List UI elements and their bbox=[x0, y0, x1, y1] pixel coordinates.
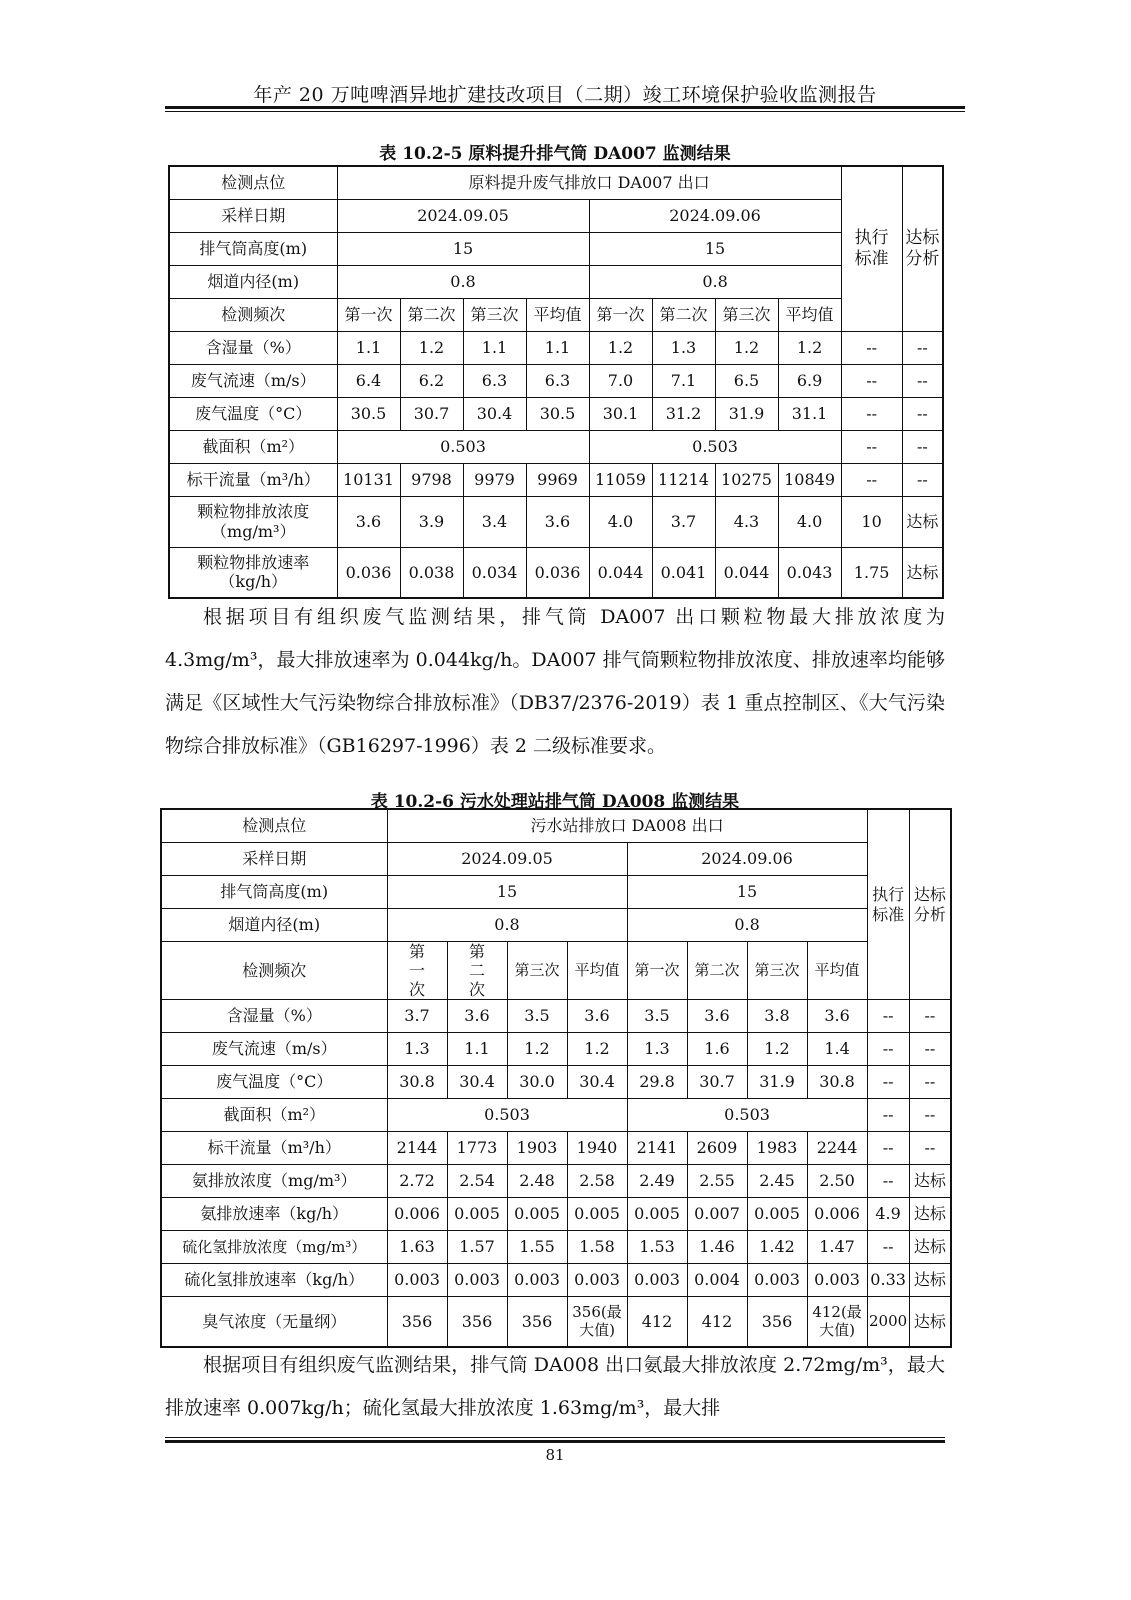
value-cell: 6.3 bbox=[463, 364, 526, 397]
value-cell: 2144 bbox=[387, 1132, 447, 1165]
value-cell: 1.3 bbox=[652, 331, 715, 364]
value-cell: 30.8 bbox=[807, 1066, 867, 1099]
value-cell: 0.003 bbox=[807, 1264, 867, 1297]
row-label: 废气温度（°C） bbox=[169, 397, 337, 430]
std-cell: -- bbox=[841, 331, 902, 364]
row-label: 标干流量（m³/h） bbox=[169, 463, 337, 496]
diameter-cell: 0.8 bbox=[627, 908, 867, 941]
value-cell: 1903 bbox=[507, 1132, 567, 1165]
point-value: 污水站排放口 DA008 出口 bbox=[387, 809, 867, 842]
value-cell: 6.2 bbox=[400, 364, 463, 397]
value-cell: 356 bbox=[447, 1297, 507, 1347]
analysis-cell: 达标 bbox=[909, 1297, 951, 1347]
std-cell: -- bbox=[841, 463, 902, 496]
value-cell: 2.54 bbox=[447, 1165, 507, 1198]
value-cell: 0.036 bbox=[337, 547, 400, 598]
table-row bbox=[161, 1000, 951, 1033]
value-cell: 2141 bbox=[627, 1132, 687, 1165]
value-cell: 0.004 bbox=[687, 1264, 747, 1297]
freq-cell: 第一次 bbox=[589, 298, 652, 331]
analysis-cell: 达标 bbox=[909, 1231, 951, 1264]
value-cell: 4.0 bbox=[778, 496, 841, 547]
value-cell: 1.3 bbox=[627, 1033, 687, 1066]
row-label: 标干流量（m³/h） bbox=[161, 1132, 387, 1165]
value-cell: 356 bbox=[387, 1297, 447, 1347]
analysis-header: 达标分析 bbox=[909, 809, 951, 1000]
analysis-cell: -- bbox=[909, 1066, 951, 1099]
value-cell: 11214 bbox=[652, 463, 715, 496]
value-cell: 2.72 bbox=[387, 1165, 447, 1198]
value-cell: 0.006 bbox=[387, 1198, 447, 1231]
analysis-cell: 达标 bbox=[902, 496, 943, 547]
row-label: 检测频次 bbox=[169, 298, 337, 331]
value-cell: 31.1 bbox=[778, 397, 841, 430]
analysis-cell: 达标 bbox=[902, 547, 943, 598]
table-row bbox=[169, 166, 943, 199]
row-label: 采样日期 bbox=[169, 199, 337, 232]
value-cell: 3.6 bbox=[567, 1000, 627, 1033]
value-cell: 1.1 bbox=[526, 331, 589, 364]
value-cell: 10131 bbox=[337, 463, 400, 496]
row-label: 废气温度（°C） bbox=[161, 1066, 387, 1099]
value-cell: 0.005 bbox=[447, 1198, 507, 1231]
value-cell: 3.4 bbox=[463, 496, 526, 547]
std-cell: 2000 bbox=[867, 1297, 909, 1347]
std-cell: -- bbox=[867, 1231, 909, 1264]
table-row bbox=[169, 463, 943, 496]
table-row bbox=[161, 941, 951, 1000]
value-cell: 0.005 bbox=[507, 1198, 567, 1231]
row-label: 含湿量（%） bbox=[169, 331, 337, 364]
value-cell: 7.1 bbox=[652, 364, 715, 397]
value-cell: 0.034 bbox=[463, 547, 526, 598]
point-value: 原料提升废气排放口 DA007 出口 bbox=[337, 166, 841, 199]
value-cell: 0.003 bbox=[627, 1264, 687, 1297]
value-cell: 30.4 bbox=[463, 397, 526, 430]
freq-cell: 第三次 bbox=[715, 298, 778, 331]
value-cell: 6.3 bbox=[526, 364, 589, 397]
value-cell: 1773 bbox=[447, 1132, 507, 1165]
height-cell: 15 bbox=[337, 232, 589, 265]
analysis-cell: 达标 bbox=[909, 1198, 951, 1231]
std-cell: -- bbox=[841, 397, 902, 430]
value-cell: 7.0 bbox=[589, 364, 652, 397]
value-cell: 31.9 bbox=[747, 1066, 807, 1099]
std-cell: -- bbox=[867, 1033, 909, 1066]
value-cell: 30.5 bbox=[526, 397, 589, 430]
value-cell: 1.4 bbox=[807, 1033, 867, 1066]
value-cell: 0.044 bbox=[715, 547, 778, 598]
freq-cell: 第二次 bbox=[652, 298, 715, 331]
value-cell: 1.63 bbox=[387, 1231, 447, 1264]
value-cell: 1.1 bbox=[463, 331, 526, 364]
paragraph-text: 根据项目有组织废气监测结果，排气筒 DA007 出口颗粒物最大排放浓度为 4.3mg/m³，最大排放速率为 0.044kg/h。DA007 排气筒颗粒物排放浓度、排放速率均能够满足《区域性大气污染物综合排放标准》（DB37/2376-2019）表 1 重点控制区、《大气污染物综合排放标准》（GB16297-1996）表 2 二级标准要求。 bbox=[165, 606, 945, 757]
freq-cell: 第二次 bbox=[447, 941, 507, 1000]
value-cell: 356 bbox=[507, 1297, 567, 1347]
freq-cell: 平均值 bbox=[807, 941, 867, 1000]
value-cell: 356 bbox=[747, 1297, 807, 1347]
value-cell: 3.5 bbox=[507, 1000, 567, 1033]
table-row bbox=[161, 1198, 951, 1231]
value-cell: 6.5 bbox=[715, 364, 778, 397]
table-row bbox=[161, 1297, 951, 1347]
analysis-cell: -- bbox=[902, 364, 943, 397]
table1-caption: 表 10.2-5 原料提升排气筒 DA007 监测结果 bbox=[379, 144, 731, 164]
freq-cell: 平均值 bbox=[526, 298, 589, 331]
area-cell: 0.503 bbox=[589, 430, 841, 463]
footer-rule bbox=[165, 1437, 945, 1443]
table-row bbox=[161, 1264, 951, 1297]
table-row bbox=[169, 397, 943, 430]
value-cell: 10849 bbox=[778, 463, 841, 496]
table-row bbox=[169, 364, 943, 397]
value-cell: 1.1 bbox=[337, 331, 400, 364]
diameter-cell: 0.8 bbox=[387, 908, 627, 941]
table2-caption: 表 10.2-6 污水处理站排气筒 DA008 监测结果 bbox=[370, 792, 740, 812]
value-cell: 412 bbox=[687, 1297, 747, 1347]
value-cell: 9979 bbox=[463, 463, 526, 496]
value-cell: 2.48 bbox=[507, 1165, 567, 1198]
value-cell: 3.6 bbox=[687, 1000, 747, 1033]
value-cell: 0.005 bbox=[567, 1198, 627, 1231]
row-label: 废气流速（m/s） bbox=[161, 1033, 387, 1066]
area-cell: 0.503 bbox=[627, 1099, 867, 1132]
value-cell: 3.9 bbox=[400, 496, 463, 547]
header-rule bbox=[165, 106, 965, 112]
value-cell: 30.0 bbox=[507, 1066, 567, 1099]
table-row bbox=[161, 1099, 951, 1132]
area-cell: 0.503 bbox=[387, 1099, 627, 1132]
page-number: 81 bbox=[545, 1446, 565, 1464]
row-label: 烟道内径(m) bbox=[161, 908, 387, 941]
freq-cell: 第二次 bbox=[687, 941, 747, 1000]
value-cell: 2244 bbox=[807, 1132, 867, 1165]
freq-cell: 第一次 bbox=[387, 941, 447, 1000]
value-cell: 10275 bbox=[715, 463, 778, 496]
std-cell: -- bbox=[867, 1132, 909, 1165]
analysis-cell: -- bbox=[902, 430, 943, 463]
std-cell: -- bbox=[841, 364, 902, 397]
value-cell: 1.1 bbox=[447, 1033, 507, 1066]
table-row bbox=[161, 809, 951, 842]
analysis-cell: -- bbox=[902, 397, 943, 430]
value-cell: 1.2 bbox=[507, 1033, 567, 1066]
table-row bbox=[161, 1033, 951, 1066]
value-cell: 0.043 bbox=[778, 547, 841, 598]
value-cell: 2.58 bbox=[567, 1165, 627, 1198]
analysis-cell: -- bbox=[909, 1099, 951, 1132]
value-cell: 31.9 bbox=[715, 397, 778, 430]
diameter-cell: 0.8 bbox=[337, 265, 589, 298]
row-label: 采样日期 bbox=[161, 842, 387, 875]
analysis-cell: 达标 bbox=[909, 1165, 951, 1198]
value-cell: 4.0 bbox=[589, 496, 652, 547]
table-row bbox=[161, 842, 951, 875]
value-cell: 2.55 bbox=[687, 1165, 747, 1198]
table1-da007-results bbox=[168, 165, 944, 599]
value-cell: 3.5 bbox=[627, 1000, 687, 1033]
freq-cell: 第一次 bbox=[337, 298, 400, 331]
std-cell: 1.75 bbox=[841, 547, 902, 598]
date-cell: 2024.09.05 bbox=[387, 842, 627, 875]
value-cell: 0.038 bbox=[400, 547, 463, 598]
value-cell: 1.6 bbox=[687, 1033, 747, 1066]
value-cell: 30.7 bbox=[400, 397, 463, 430]
std-cell: -- bbox=[867, 1066, 909, 1099]
table-row bbox=[169, 331, 943, 364]
value-cell: 0.003 bbox=[387, 1264, 447, 1297]
row-label: 废气流速（m/s） bbox=[169, 364, 337, 397]
table-row bbox=[169, 547, 943, 598]
value-cell: 29.8 bbox=[627, 1066, 687, 1099]
value-cell: 1.2 bbox=[715, 331, 778, 364]
std-cell: -- bbox=[867, 1000, 909, 1033]
freq-cell: 第三次 bbox=[507, 941, 567, 1000]
value-cell: 0.041 bbox=[652, 547, 715, 598]
value-cell: 1.46 bbox=[687, 1231, 747, 1264]
row-label: 烟道内径(m) bbox=[169, 265, 337, 298]
value-cell: 3.7 bbox=[387, 1000, 447, 1033]
std-cell: -- bbox=[841, 430, 902, 463]
row-label: 氨排放速率（kg/h） bbox=[161, 1198, 387, 1231]
std-header: 执行标准 bbox=[841, 166, 902, 331]
value-cell: 0.005 bbox=[627, 1198, 687, 1231]
value-cell: 1.2 bbox=[400, 331, 463, 364]
row-label: 排气筒高度(m) bbox=[169, 232, 337, 265]
value-cell: 9798 bbox=[400, 463, 463, 496]
table-row bbox=[161, 1231, 951, 1264]
freq-cell: 平均值 bbox=[567, 941, 627, 1000]
value-cell: 30.5 bbox=[337, 397, 400, 430]
paragraph-da008-summary bbox=[165, 1344, 945, 1430]
value-cell: 1.3 bbox=[387, 1033, 447, 1066]
value-cell: 0.007 bbox=[687, 1198, 747, 1231]
table-row bbox=[169, 430, 943, 463]
row-label: 排气筒高度(m) bbox=[161, 875, 387, 908]
row-label: 检测点位 bbox=[169, 166, 337, 199]
freq-cell: 第三次 bbox=[747, 941, 807, 1000]
value-cell: 0.044 bbox=[589, 547, 652, 598]
table-row bbox=[161, 908, 951, 941]
analysis-cell: -- bbox=[902, 463, 943, 496]
analysis-cell: -- bbox=[909, 1132, 951, 1165]
value-cell: 1.2 bbox=[747, 1033, 807, 1066]
value-cell: 30.4 bbox=[447, 1066, 507, 1099]
row-label: 截面积（m²） bbox=[169, 430, 337, 463]
value-cell: 11059 bbox=[589, 463, 652, 496]
value-cell: 31.2 bbox=[652, 397, 715, 430]
value-cell: 1.42 bbox=[747, 1231, 807, 1264]
value-cell: 6.4 bbox=[337, 364, 400, 397]
value-cell: 3.6 bbox=[807, 1000, 867, 1033]
value-cell: 0.006 bbox=[807, 1198, 867, 1231]
row-label: 检测频次 bbox=[161, 941, 387, 1000]
value-cell: 30.1 bbox=[589, 397, 652, 430]
value-cell: 2.49 bbox=[627, 1165, 687, 1198]
table-row bbox=[161, 1066, 951, 1099]
value-cell: 0.036 bbox=[526, 547, 589, 598]
table-row bbox=[161, 1165, 951, 1198]
date-cell: 2024.09.06 bbox=[589, 199, 841, 232]
paragraph-text: 根据项目有组织废气监测结果，排气筒 DA008 出口氨最大排放浓度 2.72mg/m³，最大排放速率 0.007kg/h；硫化氢最大排放浓度 1.63mg/m³，最大排 bbox=[165, 1354, 945, 1419]
value-cell: 1940 bbox=[567, 1132, 627, 1165]
analysis-cell: 达标 bbox=[909, 1264, 951, 1297]
std-cell: -- bbox=[867, 1099, 909, 1132]
value-cell: 3.6 bbox=[526, 496, 589, 547]
std-cell: -- bbox=[867, 1165, 909, 1198]
value-cell: 412 bbox=[627, 1297, 687, 1347]
table2-da008-results bbox=[160, 808, 952, 1348]
std-cell: 4.9 bbox=[867, 1198, 909, 1231]
value-cell: 1.55 bbox=[507, 1231, 567, 1264]
row-label: 颗粒物排放浓度（mg/m³） bbox=[169, 496, 337, 547]
row-label: 硫化氢排放浓度（mg/m³） bbox=[161, 1231, 387, 1264]
height-cell: 15 bbox=[589, 232, 841, 265]
value-cell: 4.3 bbox=[715, 496, 778, 547]
table-row bbox=[169, 232, 943, 265]
value-cell: 30.8 bbox=[387, 1066, 447, 1099]
height-cell: 15 bbox=[387, 875, 627, 908]
freq-cell: 第三次 bbox=[463, 298, 526, 331]
value-cell: 2609 bbox=[687, 1132, 747, 1165]
table-row bbox=[169, 298, 943, 331]
value-cell: 1.47 bbox=[807, 1231, 867, 1264]
row-label: 硫化氢排放速率（kg/h） bbox=[161, 1264, 387, 1297]
value-cell: 0.005 bbox=[747, 1198, 807, 1231]
table-row bbox=[169, 199, 943, 232]
value-cell: 6.9 bbox=[778, 364, 841, 397]
area-cell: 0.503 bbox=[337, 430, 589, 463]
table-row bbox=[161, 1132, 951, 1165]
row-label: 颗粒物排放速率（kg/h） bbox=[169, 547, 337, 598]
value-cell: 9969 bbox=[526, 463, 589, 496]
value-cell: 1.57 bbox=[447, 1231, 507, 1264]
value-cell: 3.8 bbox=[747, 1000, 807, 1033]
value-cell: 3.6 bbox=[337, 496, 400, 547]
freq-cell: 第二次 bbox=[400, 298, 463, 331]
row-label: 含湿量（%） bbox=[161, 1000, 387, 1033]
page-header: 年产 20 万吨啤酒异地扩建技改项目（二期）竣工环境保护验收监测报告 bbox=[253, 84, 877, 106]
value-cell: 30.4 bbox=[567, 1066, 627, 1099]
analysis-cell: -- bbox=[902, 331, 943, 364]
value-cell: 0.003 bbox=[447, 1264, 507, 1297]
value-cell: 356(最大值) bbox=[567, 1297, 627, 1347]
value-cell: 3.7 bbox=[652, 496, 715, 547]
value-cell: 0.003 bbox=[747, 1264, 807, 1297]
value-cell: 0.003 bbox=[507, 1264, 567, 1297]
height-cell: 15 bbox=[627, 875, 867, 908]
row-label: 检测点位 bbox=[161, 809, 387, 842]
row-label: 氨排放浓度（mg/m³） bbox=[161, 1165, 387, 1198]
value-cell: 1.2 bbox=[778, 331, 841, 364]
row-label: 臭气浓度（无量纲） bbox=[161, 1297, 387, 1347]
std-header: 执行标准 bbox=[867, 809, 909, 1000]
std-cell: 10 bbox=[841, 496, 902, 547]
value-cell: 3.6 bbox=[447, 1000, 507, 1033]
value-cell: 2.45 bbox=[747, 1165, 807, 1198]
value-cell: 1.58 bbox=[567, 1231, 627, 1264]
value-cell: 2.50 bbox=[807, 1165, 867, 1198]
value-cell: 1.2 bbox=[589, 331, 652, 364]
analysis-cell: -- bbox=[909, 1000, 951, 1033]
value-cell: 1.2 bbox=[567, 1033, 627, 1066]
freq-cell: 平均值 bbox=[778, 298, 841, 331]
value-cell: 0.003 bbox=[567, 1264, 627, 1297]
date-cell: 2024.09.06 bbox=[627, 842, 867, 875]
table-row bbox=[169, 265, 943, 298]
table-row bbox=[169, 496, 943, 547]
date-cell: 2024.09.05 bbox=[337, 199, 589, 232]
table-row bbox=[161, 875, 951, 908]
row-label: 截面积（m²） bbox=[161, 1099, 387, 1132]
value-cell: 1983 bbox=[747, 1132, 807, 1165]
freq-cell: 第一次 bbox=[627, 941, 687, 1000]
value-cell: 412(最大值) bbox=[807, 1297, 867, 1347]
paragraph-da007-summary bbox=[165, 596, 945, 768]
diameter-cell: 0.8 bbox=[589, 265, 841, 298]
analysis-cell: -- bbox=[909, 1033, 951, 1066]
std-cell: 0.33 bbox=[867, 1264, 909, 1297]
analysis-header: 达标分析 bbox=[902, 166, 943, 331]
value-cell: 1.53 bbox=[627, 1231, 687, 1264]
value-cell: 30.7 bbox=[687, 1066, 747, 1099]
